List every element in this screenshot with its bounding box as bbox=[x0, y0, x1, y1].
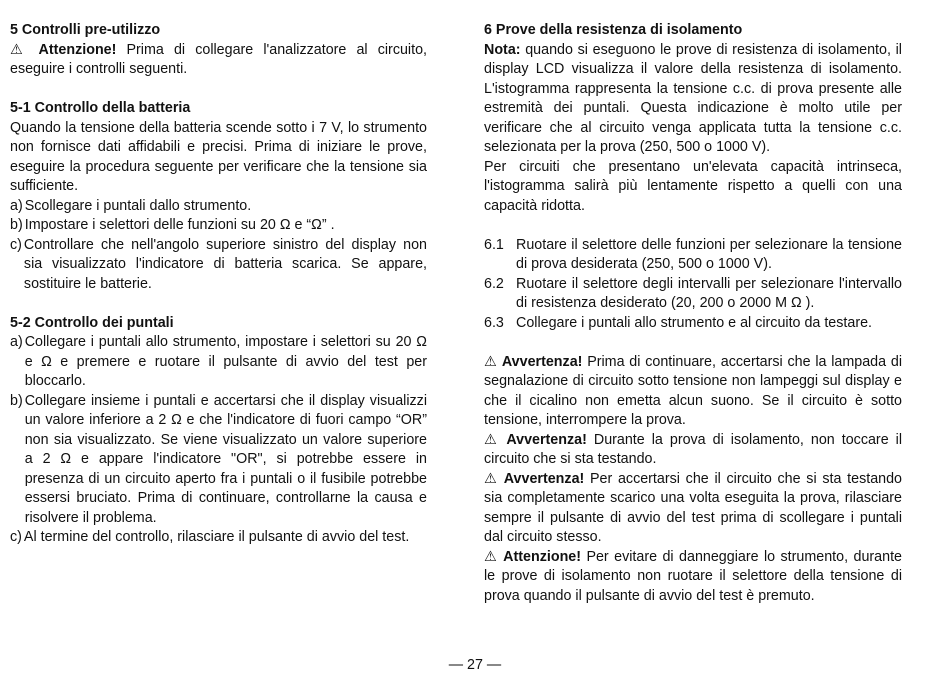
step-number: 6.3 bbox=[484, 314, 504, 331]
list-item bbox=[10, 236, 427, 295]
warning-text: Durante la prova di isolamento, non toccare il circuito che si sta testando. bbox=[484, 431, 903, 467]
list-item bbox=[10, 528, 427, 548]
warning-paragraph bbox=[484, 431, 902, 470]
step-number: 6.1 bbox=[484, 236, 504, 253]
list-text: Controllare che nell'angolo superiore sinistro del display non sia visualizzato l'indicatore di batteria scarica. Se appare, sostituire le batterie. bbox=[23, 236, 427, 292]
list-text: Impostare i selettori delle funzioni su 20 Ω e “Ω” . bbox=[24, 217, 335, 233]
note-paragraph bbox=[484, 41, 902, 158]
left-column bbox=[10, 21, 427, 548]
list-item bbox=[10, 392, 427, 529]
step-text: Ruotare il selettore degli intervalli per selezionare l'intervallo di resistenza desiderato (20, 200 o 2000 M Ω ). bbox=[516, 275, 902, 311]
warning-label: ⚠ Attenzione! bbox=[484, 548, 582, 565]
warning-text: Prima di collegare l'analizzatore al circuito, eseguire i controlli seguenti. bbox=[10, 41, 427, 77]
list-text: Scollegare i puntali dallo strumento. bbox=[24, 197, 252, 214]
list-marker: b) bbox=[10, 392, 23, 409]
list-text: Collegare i puntali allo strumento, impostare i selettori su 20 Ω e Ω e premere e ruotare il pulsante di avvio del test per bloccarlo. bbox=[24, 334, 427, 389]
section-5-title: 5 Controlli pre-utilizzo bbox=[10, 22, 161, 38]
note-label: Nota: bbox=[484, 41, 521, 58]
warning-text: Per evitare di danneggiare lo strumento, durante le prove di isolamento non ruotare il selettore della tensione di prova quando il pulsante di avvio del test è premuto. bbox=[484, 548, 902, 604]
list-item bbox=[10, 333, 427, 392]
list-marker: b) bbox=[10, 217, 23, 233]
page-number: — 27 — bbox=[448, 657, 502, 673]
step-item bbox=[484, 314, 902, 334]
list-text: Collegare insieme i puntali e accertarsi che il display visualizzi un valore inferiore a 2 Ω e che l'indicatore di fuori campo “OR” non sia visualizzato. Se viene visualizzato un valore superiore a 2 Ω e appare l'indicatore "OR", si potrebbe essere in presenza di un circuito aperto fra i puntali o il fusibile potrebbe essersi bruciato. Prima di continuare, controllarne la causa e risolvere il problema. bbox=[24, 392, 427, 526]
warning-paragraph bbox=[484, 548, 902, 607]
list-item bbox=[10, 197, 427, 217]
warning-paragraph bbox=[484, 470, 902, 548]
section-5-1-title: 5-1 Controllo della batteria bbox=[10, 100, 191, 116]
warning-text: Per accertarsi che il circuito che si sta testando sia completamente scarico una volta eseguita la prova, rilasciare sempre il pulsante di avvio del test prima di scollegare i puntali dal circuito stesso. bbox=[484, 470, 902, 545]
right-column bbox=[484, 21, 902, 606]
warning-label: ⚠ Attenzione! bbox=[10, 41, 117, 58]
warning-label: ⚠ Avvertenza! bbox=[484, 431, 587, 448]
section-5-2-title: 5-2 Controllo dei puntali bbox=[10, 314, 174, 331]
step-item bbox=[484, 275, 902, 314]
warning-label: ⚠ Avvertenza! bbox=[484, 353, 583, 370]
note-text: quando si eseguono le prove di resistenza di isolamento, il display LCD visualizza il valore della resistenza di isolamento. L'istogramma rappresenta la tensione c.c. di prova presente alle estremità dei puntali. Questa indicazione è molto utile per verificare che al circuito venga applicata tutta la tensione c.c. selezionata per la prova (250, 500 o 1000 V). bbox=[484, 41, 902, 155]
section-5-warning bbox=[10, 41, 427, 80]
list-marker: c) bbox=[10, 236, 22, 253]
warning-text: Prima di continuare, accertarsi che la lampada di segnalazione di circuito sotto tensione non lampeggi sul display e che il cicalino non emetta alcun suono. Se il circuito è sotto tensione, interrompere la prova. bbox=[484, 353, 902, 428]
warning-label: ⚠ Avvertenza! bbox=[484, 470, 585, 487]
list-item bbox=[10, 216, 427, 236]
step-text: Collegare i puntali allo strumento e al circuito da testare. bbox=[516, 314, 873, 331]
section-6-title: 6 Prove della resistenza di isolamento bbox=[484, 22, 743, 38]
list-marker: a) bbox=[10, 334, 23, 350]
step-item bbox=[484, 236, 902, 275]
step-text: Ruotare il selettore delle funzioni per selezionare la tensione di prova desiderata (250, 500 o 1000 V). bbox=[516, 236, 902, 272]
list-marker: c) bbox=[10, 529, 22, 545]
list-text: Al termine del controllo, rilasciare il pulsante di avvio del test. bbox=[23, 529, 410, 545]
note-paragraph-2: Per circuiti che presentano un'elevata capacità intrinseca, l'istogramma salirà più lentamente rispetto a quelli con una capacità ridotta. bbox=[484, 158, 902, 214]
section-5-1-intro: Quando la tensione della batteria scende sotto i 7 V, lo strumento non fornisce dati affidabili e precisi. Prima di iniziare le prove, eseguire la procedura seguente per verificare che la tensione sia sufficiente. bbox=[10, 119, 427, 194]
step-number: 6.2 bbox=[484, 275, 504, 292]
warning-paragraph bbox=[484, 353, 902, 431]
list-marker: a) bbox=[10, 197, 23, 214]
